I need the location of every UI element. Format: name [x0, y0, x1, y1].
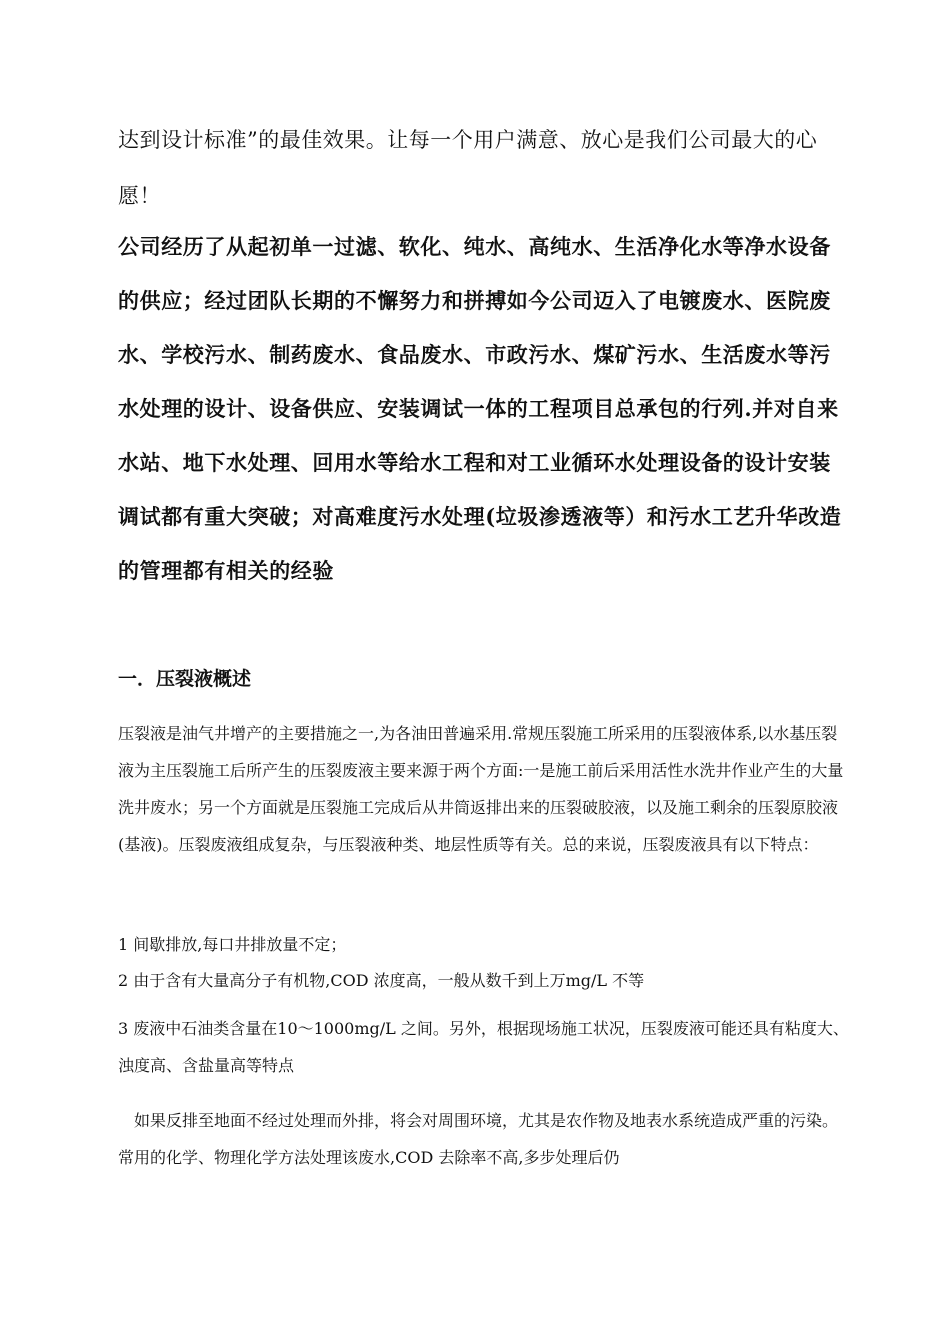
intro-continuation-paragraph: 达到设计标准”的最佳效果。让每一个用户满意、放心是我们公司最大的心愿！ [118, 128, 818, 208]
feature-item-3: 3 废液中石油类含量在10～1000mg/L 之间。另外，根据现场施工状况，压裂废液可能还具有粘度大、浊度高、含盐量高等特点 [118, 1019, 849, 1075]
company-experience-paragraph: 公司经历了从起初单一过滤、软化、纯水、高纯水、生活净化水等净水设备的供应；经过团队长期的不懈努力和拼搏如今公司迈入了电镀废水、医院废水、学校污水、制药废水、食品废水、市政污水、煤矿污水、生活废水等污水处理的设计、设备供应、安装调试一体的工程项目总承包的行列.并对自来水站、地下水处理、回用水等给水工程和对工业循环水处理设备的设计安装调试都有重大突破；对高难度污水处理(垃圾渗透液等）和污水工艺升华改造的管理都有相关的经验 [118, 234, 842, 583]
section-heading: 一．压裂液概述 [118, 668, 252, 690]
followup-paragraph: 如果反排至地面不经过处理而外排，将会对周围环境，尤其是农作物及地表水系统造成严重的污染。常用的化学、物理化学方法处理该废水,COD 去除率不高,多步处理后仍 [118, 1111, 839, 1167]
overview-paragraph: 压裂液是油气井增产的主要措施之一,为各油田普遍采用.常规压裂施工所采用的压裂液体系,以水基压裂液为主压裂施工后所产生的压裂废液主要来源于两个方面:一是施工前后采用活性水洗井作业产生的大量洗井废水；另一个方面就是压裂施工完成后从井筒返排出来的压裂破胶液，以及施工剩余的压裂原胶液(基液)。压裂废液组成复杂，与压裂液种类、地层性质等有关。总的来说，压裂废液具有以下特点： [118, 724, 844, 854]
feature-item-1: 1 间歇排放,每口井排放量不定； [118, 935, 347, 954]
feature-item-2: 2 由于含有大量高分子有机物,COD 浓度高，一般从数千到上万mg/L 不等 [118, 971, 645, 990]
